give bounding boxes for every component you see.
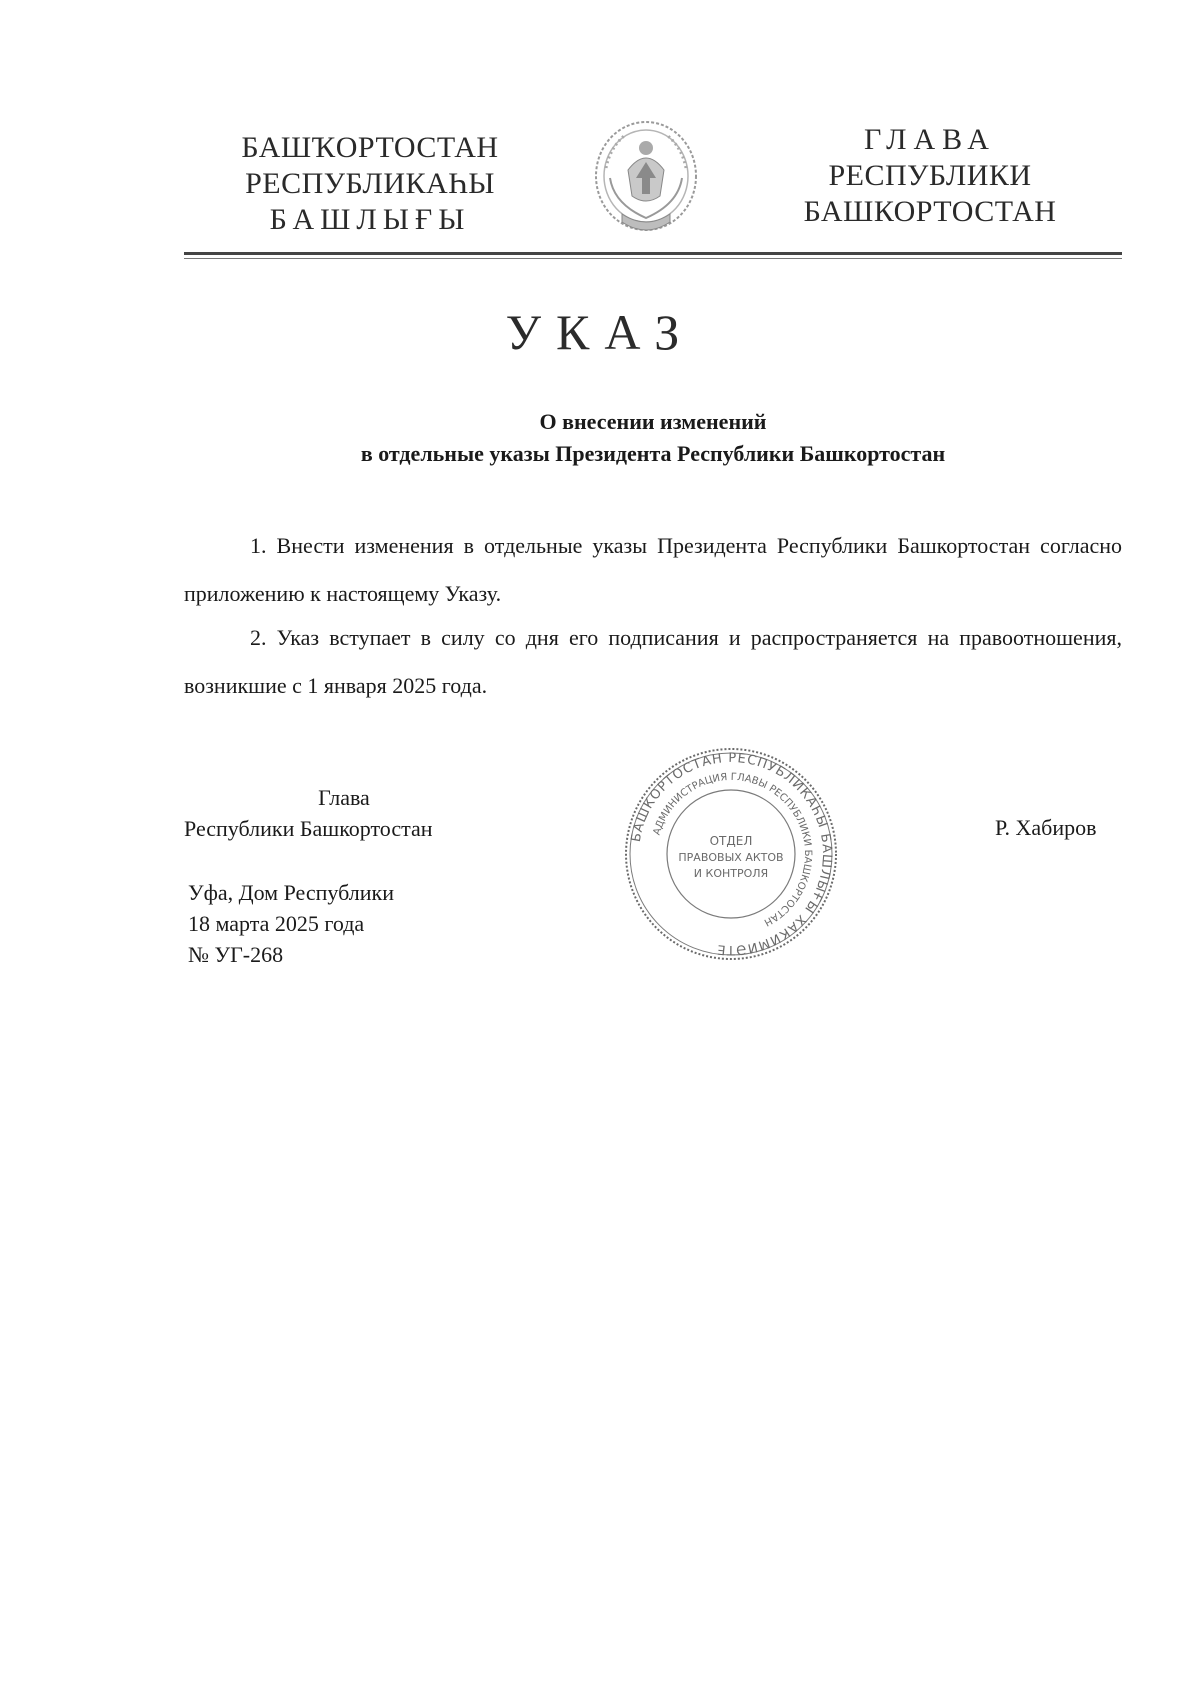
stamp-center-line-2: ПРАВОВЫХ АКТОВ <box>678 851 784 864</box>
stamp-inner-text: АДМИНИСТРАЦИЯ ГЛАВЫ РЕСПУБЛИКИ БАШКОРТОСТАН <box>651 771 814 928</box>
signatory-title-line-1: Глава <box>318 785 370 810</box>
subject-line-2: в отдельные указы Президента Республики Башкортостан <box>360 441 946 466</box>
header-left-line-3: БАШЛЫҒЫ <box>269 203 471 236</box>
svg-text:АДМИНИСТРАЦИЯ ГЛАВЫ РЕСПУБЛИКИ <box>652 772 813 928</box>
header-left-block <box>230 130 510 238</box>
header-left-line-1: БАШҠОРТОСТАН <box>241 131 499 164</box>
header-right-line-3: БАШКОРТОСТАН <box>803 195 1057 228</box>
paragraph-1: 1. Внести изменения в отдельные указы Президента Республики Башкортостан согласно приложению к настоящему Указу. <box>184 533 1122 606</box>
header-right-line-2: РЕСПУБЛИКИ <box>828 159 1032 192</box>
header-left-line-2: РЕСПУБЛИКАҺЫ <box>245 167 495 200</box>
paragraph-2: 2. Указ вступает в силу со дня его подписания и распространяется на правоотношения, возникшие с 1 января 2025 года. <box>184 625 1122 698</box>
document-type-title: УКАЗ <box>505 304 695 360</box>
stamp-outer-text: БАШКОРТОСТАН РЕСПУБЛИКАҺЫ БАШЛЫҒЫ ХАКИМИӘТЕ <box>628 750 835 958</box>
issue-number: № УГ-268 <box>188 942 284 967</box>
stamp-center-line-3: И КОНТРОЛЯ <box>693 867 769 880</box>
official-stamp <box>622 745 840 963</box>
signatory-name: Р. Хабиров <box>995 815 1097 840</box>
header-right-block <box>780 122 1080 230</box>
issue-place: Уфа, Дом Республики <box>188 880 394 905</box>
signatory-title <box>184 782 504 844</box>
signatory-title-line-2: Республики Башкортостан <box>184 816 433 841</box>
document-subject <box>184 406 1122 470</box>
subject-line-1: О внесении изменений <box>539 409 767 434</box>
header-right-line-1: ГЛАВА <box>864 123 996 156</box>
stamp-center-line-1: ОТДЕЛ <box>709 834 753 848</box>
coat-of-arms-emblem <box>590 118 702 240</box>
header-divider-thick <box>184 252 1122 255</box>
issue-details <box>188 877 394 970</box>
issue-date: 18 марта 2025 года <box>188 911 365 936</box>
header-divider-thin <box>184 258 1122 259</box>
